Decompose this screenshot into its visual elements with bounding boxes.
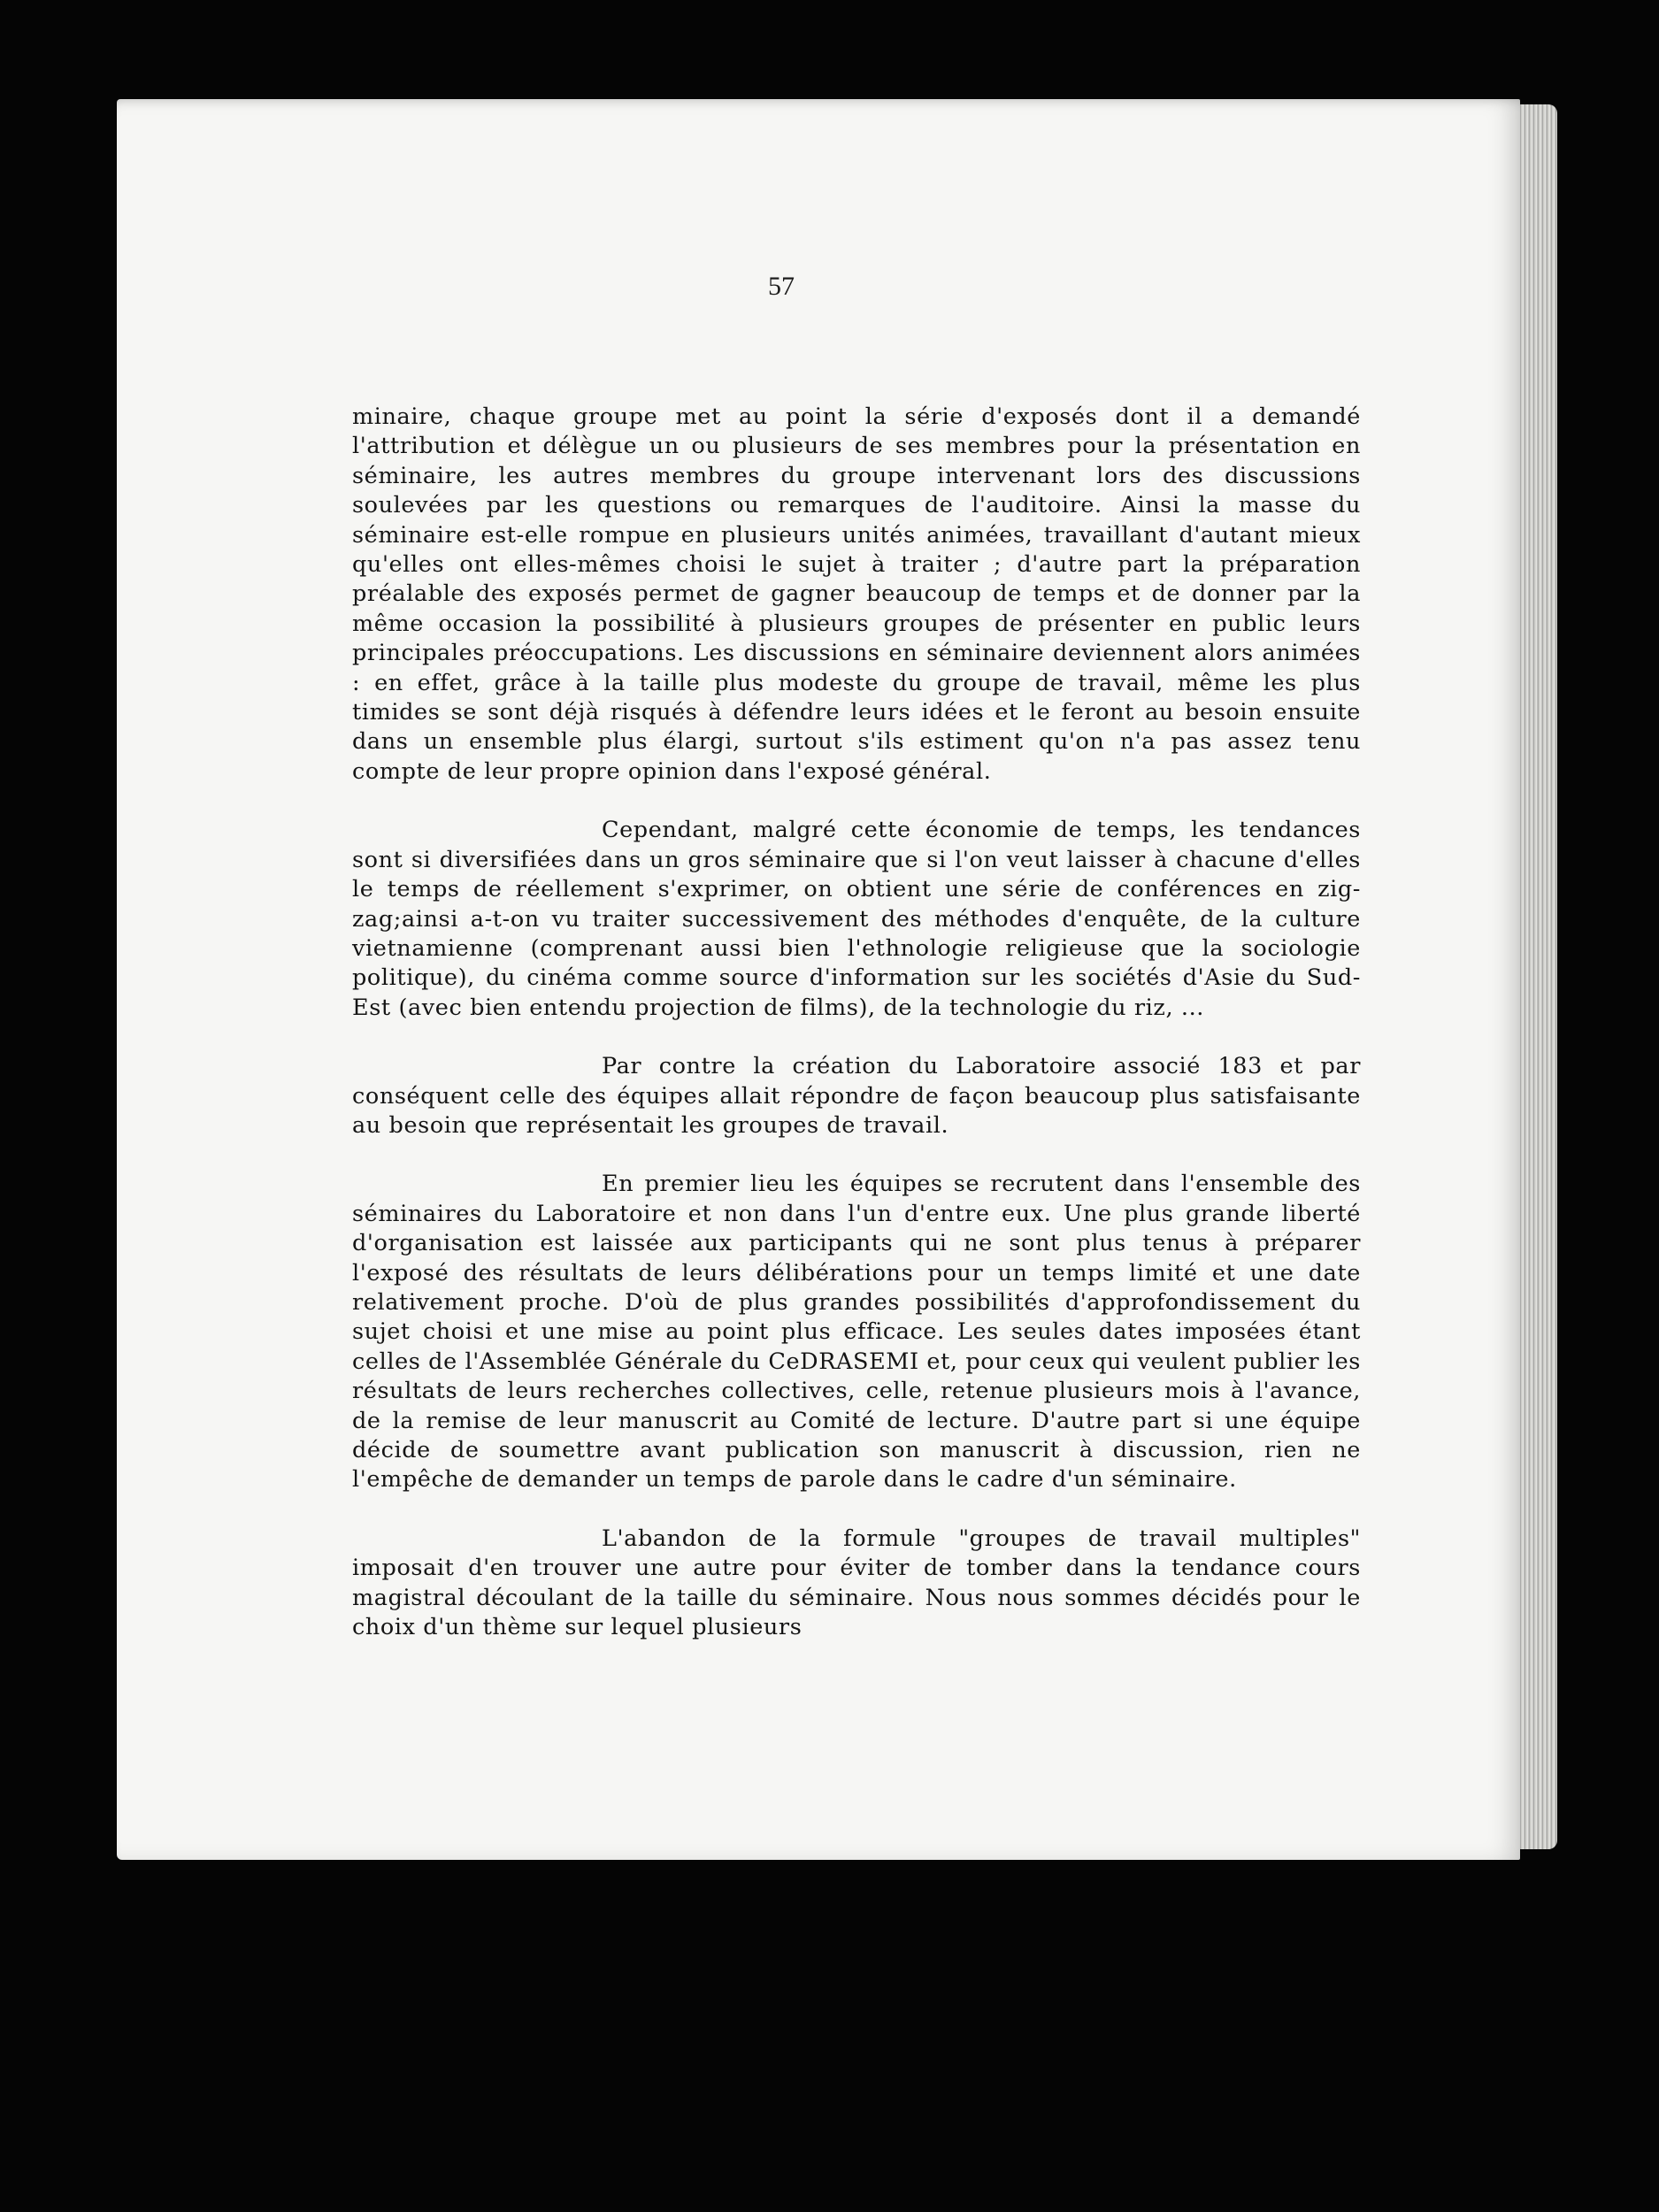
- body-text: [352, 403, 1361, 1671]
- paragraph-2: Cependant, malgré cette économie de temps, les tendances sont si diversifiées dans un gros séminaire que si l'on veut laisser à chacune d'elles le temps de réellement s'exprimer, on obtient une série de conférences en zig-zag;ainsi a-t-on vu traiter successivement des méthodes d'enquête, de la culture vietnamienne (comprenant aussi bien l'ethnologie religieuse que la sociologie politique), du cinéma comme source d'information sur les sociétés d'Asie du Sud-Est (avec bien entendu projection de films), de la technologie du riz, ...: [352, 817, 1361, 1021]
- paragraph-3: Par contre la création du Laboratoire associé 183 et par conséquent celle des équipes allait répondre de façon beaucoup plus satisfaisante au besoin que représentait les groupes de travail.: [352, 1053, 1361, 1139]
- paragraph-1: minaire, chaque groupe met au point la série d'exposés dont il a demandé l'attribution et délègue un ou plusieurs de ses membres pour la présentation en séminaire, les autres membres du groupe intervenant lors des discussions soulevées par les questions ou remarques de l'auditoire. Ainsi la masse du séminaire est-elle rompue en plusieurs unités animées, travaillant d'autant mieux qu'elles ont elles-mêmes choisi le sujet à traiter ; d'autre part la préparation préalable des exposés permet de gagner beaucoup de temps et de donner par la même occasion la possibilité à plusieurs groupes de présenter en public leurs principales préoccupations. Les discussions en séminaire deviennent alors animées : en effet, grâce à la taille plus modeste du groupe de travail, même les plus timides se sont déjà risqués à défendre leurs idées et le feront au besoin ensuite dans un ensemble plus élargi, surtout s'ils estiment qu'on n'a pas assez tenu compte de leur propre opinion dans l'exposé général.: [352, 403, 1361, 785]
- paragraph-4: En premier lieu les équipes se recrutent dans l'ensemble des séminaires du Laboratoire et non dans l'un d'entre eux. Une plus grande liberté d'organisation est laissée aux participants qui ne sont plus tenus à préparer l'exposé des résultats de leurs délibérations pour un temps limité et une date relativement proche. D'où de plus grandes possibilités d'approfondissement du sujet choisi et une mise au point plus efficace. Les seules dates imposées étant celles de l'Assemblée Générale du CeDRASEMI et, pour ceux qui veulent publier les résultats de leurs recherches collectives, celle, retenue plusieurs mois à l'avance, de la remise de leur manuscrit au Comité de lecture. D'autre part si une équipe décide de soumettre avant publication son manuscrit à discussion, rien ne l'empêche de demander un temps de parole dans le cadre d'un séminaire.: [352, 1171, 1361, 1494]
- page-number: 57: [768, 272, 795, 301]
- paragraph-5: L'abandon de la formule "groupes de travail multiples" imposait d'en trouver une autre pour éviter de tomber dans la tendance cours magistral découlant de la taille du séminaire. Nous nous sommes décidés pour le choix d'un thème sur lequel plusieurs: [352, 1525, 1361, 1641]
